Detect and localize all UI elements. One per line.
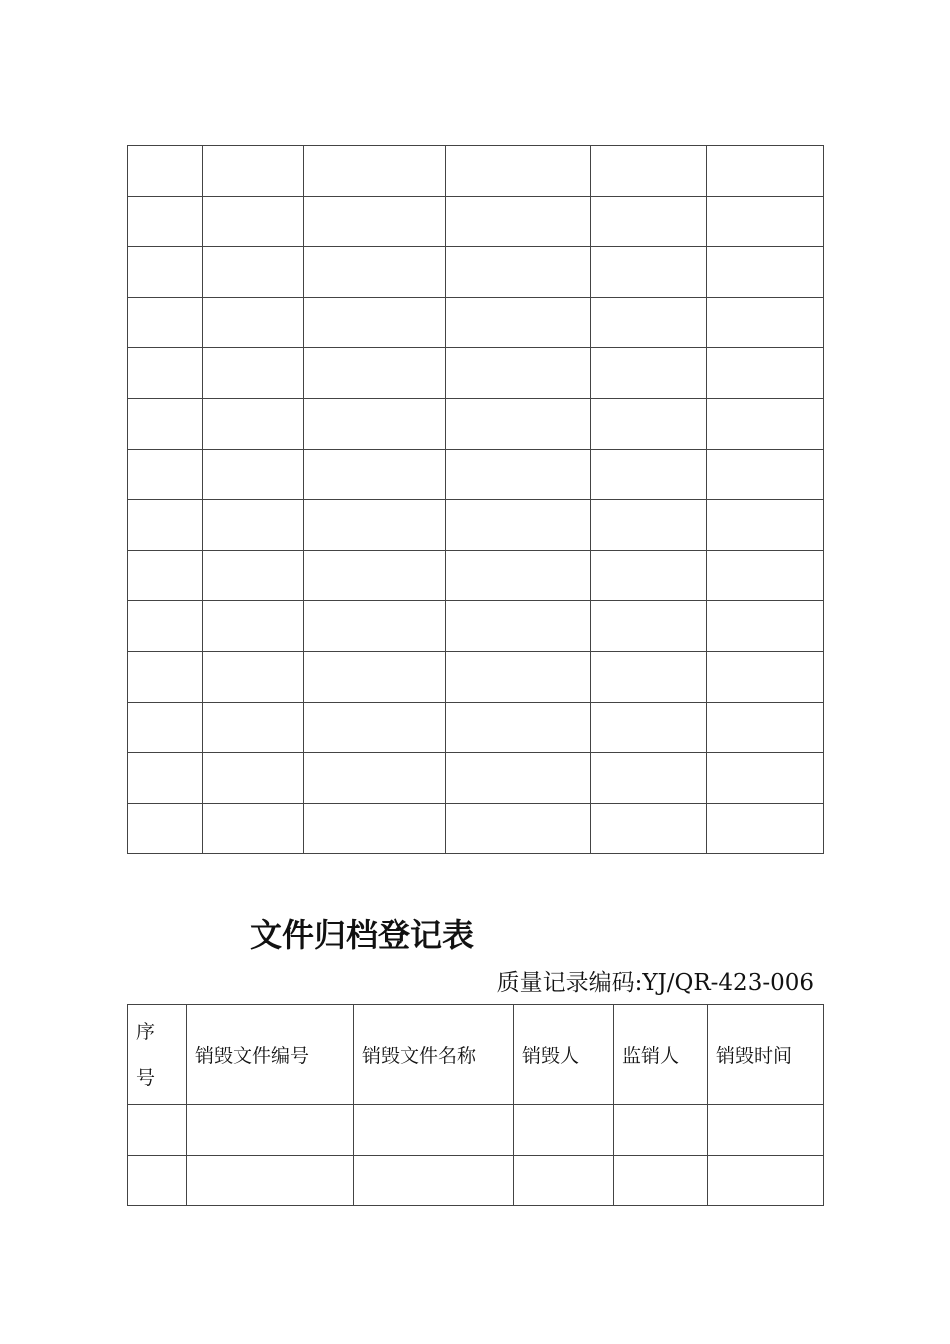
table-cell[interactable]	[707, 146, 824, 197]
table-cell[interactable]	[614, 1155, 708, 1206]
table-cell[interactable]	[591, 348, 707, 399]
table-cell[interactable]	[304, 500, 446, 551]
table-cell[interactable]	[203, 398, 304, 449]
table-cell[interactable]	[707, 803, 824, 854]
table-cell[interactable]	[304, 753, 446, 804]
table-cell[interactable]	[203, 550, 304, 601]
table-cell[interactable]	[708, 1105, 824, 1156]
table-cell[interactable]	[203, 247, 304, 298]
table-cell[interactable]	[128, 550, 203, 601]
table-cell[interactable]	[591, 702, 707, 753]
header-destroy-time: 销毁时间	[708, 1005, 824, 1105]
record-code: 质量记录编码:YJ/QR-423-006	[496, 970, 814, 996]
table-cell[interactable]	[128, 146, 203, 197]
table-cell[interactable]	[354, 1105, 514, 1156]
table-cell[interactable]	[591, 297, 707, 348]
table-cell[interactable]	[446, 196, 591, 247]
table-cell[interactable]	[187, 1105, 354, 1156]
table-row	[128, 651, 824, 702]
table-cell[interactable]	[446, 247, 591, 298]
table-cell[interactable]	[708, 1155, 824, 1206]
table-cell[interactable]	[304, 146, 446, 197]
table-cell[interactable]	[203, 500, 304, 551]
table-cell[interactable]	[304, 601, 446, 652]
table-cell[interactable]	[446, 146, 591, 197]
table-cell[interactable]	[446, 651, 591, 702]
table-row	[128, 449, 824, 500]
table-cell[interactable]	[591, 146, 707, 197]
table-row	[128, 1155, 824, 1206]
table-cell[interactable]	[128, 1155, 187, 1206]
header-supervisor: 监销人	[614, 1005, 708, 1105]
table-row	[128, 348, 824, 399]
table-cell[interactable]	[614, 1105, 708, 1156]
table-cell[interactable]	[304, 550, 446, 601]
table-row	[128, 146, 824, 197]
table-cell[interactable]	[128, 753, 203, 804]
table-row	[128, 500, 824, 551]
table-cell[interactable]	[446, 753, 591, 804]
table-cell[interactable]	[707, 651, 824, 702]
table-cell[interactable]	[128, 601, 203, 652]
table-cell[interactable]	[128, 247, 203, 298]
table-cell[interactable]	[128, 398, 203, 449]
table-cell[interactable]	[203, 753, 304, 804]
table-cell[interactable]	[304, 348, 446, 399]
table-cell[interactable]	[304, 247, 446, 298]
header-doc-name: 销毁文件名称	[354, 1005, 514, 1105]
table-row	[128, 398, 824, 449]
table-cell[interactable]	[707, 247, 824, 298]
table-cell[interactable]	[707, 550, 824, 601]
blank-grid-table	[127, 145, 824, 854]
header-seq-line2: 号	[136, 1066, 156, 1089]
table-cell[interactable]	[128, 651, 203, 702]
table-cell[interactable]	[128, 702, 203, 753]
table-row	[128, 196, 824, 247]
table-cell[interactable]	[707, 500, 824, 551]
table-cell[interactable]	[304, 398, 446, 449]
table-cell[interactable]	[304, 651, 446, 702]
table-cell[interactable]	[591, 550, 707, 601]
table-cell[interactable]	[128, 500, 203, 551]
table-cell[interactable]	[707, 398, 824, 449]
table-row	[128, 550, 824, 601]
table-cell[interactable]	[128, 348, 203, 399]
table-cell[interactable]	[591, 651, 707, 702]
table-cell[interactable]	[446, 449, 591, 500]
table-row	[128, 702, 824, 753]
header-destroyer: 销毁人	[514, 1005, 614, 1105]
table-cell[interactable]	[203, 146, 304, 197]
table-cell[interactable]	[514, 1155, 614, 1206]
table-row	[128, 601, 824, 652]
table-cell[interactable]	[304, 702, 446, 753]
table-cell[interactable]	[514, 1105, 614, 1156]
table-cell[interactable]	[446, 550, 591, 601]
header-doc-number: 销毁文件编号	[187, 1005, 354, 1105]
table-cell[interactable]	[203, 196, 304, 247]
table-header-row	[128, 1005, 824, 1105]
table-cell[interactable]	[203, 651, 304, 702]
table-cell[interactable]	[591, 449, 707, 500]
table-cell[interactable]	[446, 348, 591, 399]
table-cell[interactable]	[128, 449, 203, 500]
table-cell[interactable]	[203, 449, 304, 500]
table-cell[interactable]	[304, 803, 446, 854]
table-cell[interactable]	[707, 348, 824, 399]
table-cell[interactable]	[304, 449, 446, 500]
table-cell[interactable]	[354, 1155, 514, 1206]
table-cell[interactable]	[707, 196, 824, 247]
table-cell[interactable]	[203, 803, 304, 854]
header-seq	[128, 1005, 187, 1105]
document-title: 文件归档登记表	[250, 916, 475, 954]
table-cell[interactable]	[591, 398, 707, 449]
table-cell[interactable]	[203, 601, 304, 652]
table-row	[128, 1105, 824, 1156]
table-cell[interactable]	[707, 601, 824, 652]
table-cell[interactable]	[591, 247, 707, 298]
destruction-record-table	[127, 1004, 824, 1206]
table-row	[128, 247, 824, 298]
table-cell[interactable]	[128, 297, 203, 348]
table-cell[interactable]	[446, 702, 591, 753]
table-cell[interactable]	[446, 297, 591, 348]
table-cell[interactable]	[707, 753, 824, 804]
table-cell[interactable]	[446, 601, 591, 652]
blank-grid-body	[128, 146, 824, 854]
table-cell[interactable]	[591, 753, 707, 804]
table-cell[interactable]	[304, 297, 446, 348]
table-cell[interactable]	[446, 803, 591, 854]
table-cell[interactable]	[203, 702, 304, 753]
table-row	[128, 753, 824, 804]
table-row	[128, 803, 824, 854]
table-cell[interactable]	[203, 348, 304, 399]
table-cell[interactable]	[446, 500, 591, 551]
table-cell[interactable]	[591, 601, 707, 652]
table-row	[128, 297, 824, 348]
table-cell[interactable]	[707, 702, 824, 753]
table-cell[interactable]	[128, 1105, 187, 1156]
table-cell[interactable]	[707, 449, 824, 500]
table-cell[interactable]	[128, 196, 203, 247]
header-seq-line1: 序	[136, 1020, 156, 1043]
table-cell[interactable]	[591, 196, 707, 247]
table-cell[interactable]	[304, 196, 446, 247]
table-cell[interactable]	[707, 297, 824, 348]
table-cell[interactable]	[128, 803, 203, 854]
table-cell[interactable]	[591, 500, 707, 551]
table-cell[interactable]	[187, 1155, 354, 1206]
table-cell[interactable]	[203, 297, 304, 348]
table-cell[interactable]	[591, 803, 707, 854]
table-cell[interactable]	[446, 398, 591, 449]
